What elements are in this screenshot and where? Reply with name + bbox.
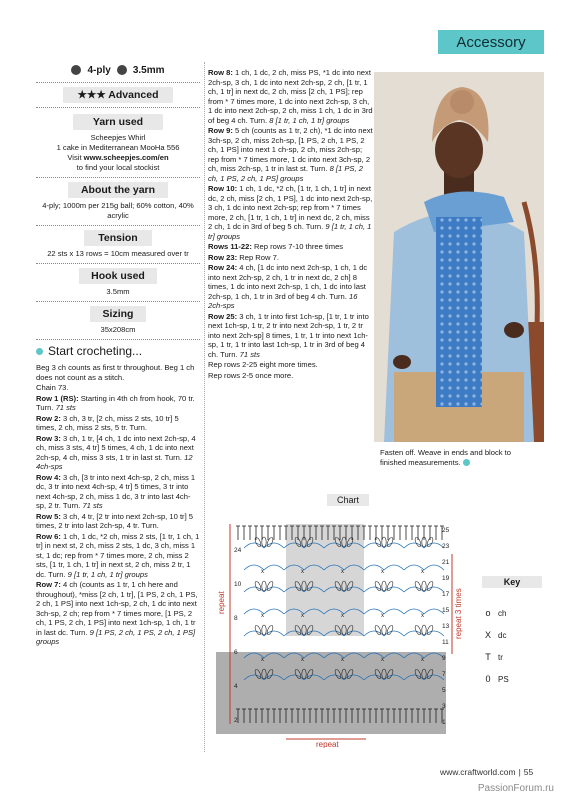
row-number-right: 9 <box>442 655 446 662</box>
fasten-off-note: Fasten off. Weave in ends and block to finished measurements. <box>380 448 512 467</box>
model-illustration <box>374 72 544 442</box>
row-number-left: 2 <box>234 717 238 724</box>
dc-mark: x <box>421 613 424 619</box>
dc-mark: x <box>301 569 304 575</box>
pattern-row: Row 2: 3 ch, 3 tr, [2 ch, miss 2 sts, 10 tr] 5 times, 2 ch, miss 2 sts, 5 tr. Turn. <box>36 413 179 432</box>
pattern-row: Row 4: 3 ch, [3 tr into next 4ch-sp, 2 ch, miss 1 dc, 3 tr into next 4ch-sp, 4 tr] 5 times, 3 tr into next 4ch-sp, 2 ch, miss 1 dc, 3 tr into last 4ch-sp, 2 tr. Turn. 71 sts <box>36 472 196 510</box>
dc-mark: x <box>341 613 344 619</box>
puff-stitch <box>254 581 262 592</box>
start-heading: Start crocheting... <box>36 344 200 358</box>
shade-block-top <box>286 524 364 636</box>
puff-stitch <box>254 537 262 548</box>
dc-mark: x <box>301 613 304 619</box>
row-number-right: 11 <box>442 639 449 646</box>
puff-stitch <box>414 537 422 548</box>
row-number-right: 25 <box>442 527 450 534</box>
pattern-row: Row 10: 1 ch, 1 dc, *2 ch, [1 tr, 1 ch, 1 tr] in next dc, 2 ch, miss [2 ch, 1 PS], 1 dc into next 2ch-sp, 3 ch, 1 dc into next 2ch-sp; rep from * 7 times more, 2 ch, [1 tr, 1 ch, 1 tr] in next dc, 2 ch, miss 2 ch, 1 dc in 3rd of beg 5 ch. Turn. 9 [1 tr, 1 ch, 1 tr] groups <box>208 184 373 241</box>
puff-stitch <box>386 625 394 636</box>
puff-stitch <box>386 537 394 548</box>
key-heading: Key <box>482 576 542 588</box>
puff-stitch <box>422 625 426 635</box>
puff-stitch <box>414 625 422 636</box>
puff-stitch <box>374 537 382 548</box>
difficulty-badge <box>63 87 173 103</box>
hook-icon <box>117 65 127 75</box>
chain-arch <box>384 609 404 614</box>
pattern-row: Rows 11-22: Rep rows 7-10 three times <box>208 242 344 251</box>
hook-value: 3.5mm <box>132 64 165 76</box>
tension-heading: Tension <box>84 230 152 246</box>
about-yarn-heading: About the yarn <box>68 182 168 198</box>
chart-key <box>482 576 542 690</box>
pattern-row: Row 3: 3 ch, 1 tr, [4 ch, 1 dc into next 2ch-sp, 4 ch, miss 3 sts, 4 tr] 5 times, 4 ch, 1 dc into next 2ch-sp, 4 ch, miss 3 sts, 1 tr in last st. Turn. 12 4ch-sps <box>36 433 196 471</box>
yarn-ball-icon <box>71 65 81 75</box>
repeat-label-right: repeat 3 times <box>454 588 463 639</box>
puff-stitch <box>266 581 274 592</box>
chain-arch <box>424 609 444 614</box>
row-number-right: 21 <box>442 559 450 566</box>
model-photo <box>374 72 544 442</box>
ply-value: 4-ply <box>87 64 111 76</box>
chain-text: Chain 73. <box>36 383 69 392</box>
intro-text: Beg 3 ch counts as first tr throughout. Beg 1 ch does not count as a stitch. <box>36 363 195 382</box>
stockist-link[interactable]: www.scheepjes.com/en <box>83 153 169 162</box>
pattern-row: Row 8: 1 ch, 1 dc, 2 ch, miss PS, *1 dc into next 2ch-sp, 3 ch, 1 dc into next 2ch-sp, 2 ch, [1 tr, 1 ch, 1 tr] in next dc, 2 ch, miss [2 ch, 1 PS]; rep from * 7 times more, 1 dc into next 2ch-sp, 3 ch, 1 dc into next 2ch-sp, 2 ch, miss 1 ch, 1 dc in 3rd of beg 4 ch. Turn. 8 [1 tr, 1 ch, 1 tr] groups <box>208 68 373 125</box>
sizing-text: 35x208cm <box>100 325 136 334</box>
divider <box>36 225 200 226</box>
puff-stitch <box>426 581 434 592</box>
row-number-right: 13 <box>442 623 450 630</box>
tension-text: 22 sts x 13 rows = 10cm measured over tr <box>47 249 189 258</box>
row-number-left: 10 <box>234 581 242 588</box>
repeat-label-bottom: repeat <box>316 740 339 748</box>
row-number-right: 7 <box>442 671 446 678</box>
pattern-row: Row 7: 4 ch (counts as 1 tr, 1 ch here and throughout), *miss [2 ch, 1 tr], [1 PS, 2 ch, 1 PS, 2 ch, 1 PS] into next 1ch-sp, 2 ch, 1 dc into next 3ch-sp, 2 ch; rep from * 7 times more, [1 PS, 2 ch, 1 PS, 2 ch, 1 PS] into next 1ch-sp, 1 ch, 1 tr in last dc. Turn. 9 [1 PS, 2 ch, 1 PS, 2 ch, 1 PS] groups <box>36 580 198 646</box>
pattern-row: Row 25: 3 ch, 1 tr into first 1ch-sp, [1 tr, 1 tr into next 1ch-sp, 1 tr, 2 tr into next 2ch-sp, 1 tr, 2 tr into next 2ch-sp] 8 times, 1 tr, 1 tr into next 1ch-sp, 1 tr, 1 tr into last 1ch-sp, 1 tr in 3rd of beg 4 ch. Turn. 71 sts <box>208 311 369 359</box>
repeat-note-2: Rep rows 2-5 once more. <box>208 370 294 380</box>
row-number-right: 3 <box>442 703 446 710</box>
pattern-row: Row 5: 3 ch, 4 tr, [2 tr into next 2ch-sp, 10 tr] 5 times, 2 tr into last 2ch-sp, 4 tr. Turn. <box>36 511 194 530</box>
stitch-chart <box>216 514 476 748</box>
yarn-colour: 1 cake in Mediterranean MooHa 556 <box>56 143 180 152</box>
dc-mark: x <box>421 569 424 575</box>
pattern-row: Row 1 (RS): Starting in 4th ch from hook, 70 tr. Turn. 71 sts <box>36 393 195 412</box>
left-column <box>36 62 200 648</box>
key-item-ch: o ch <box>482 602 542 624</box>
divider <box>36 177 200 178</box>
chain-arch <box>264 609 284 614</box>
about-yarn-text: 4-ply; 1000m per 215g ball; 60% cotton, 40% acrylic <box>42 201 194 220</box>
puff-stitch <box>266 625 274 636</box>
instructions-left <box>36 363 200 647</box>
chain-arch <box>264 565 284 570</box>
yarn-info <box>36 133 200 173</box>
dc-mark: x <box>261 613 264 619</box>
puff-stitch <box>386 581 394 592</box>
dc-mark: x <box>341 657 344 663</box>
watermark: PassionForum.ru <box>477 783 554 794</box>
hook-heading: Hook used <box>79 268 157 284</box>
puff-stitch <box>382 625 386 635</box>
repeat-note-1: Rep rows 2-25 eight more times. <box>208 360 318 369</box>
key-item-dc: X dc <box>482 624 542 646</box>
puff-stitch <box>426 537 434 548</box>
tr-symbol-icon: T <box>485 652 491 662</box>
chain-symbol-icon: o <box>485 608 491 618</box>
row-number-right: 1 <box>442 719 446 726</box>
dc-mark: x <box>381 657 384 663</box>
puff-stitch <box>254 625 262 636</box>
chain-arch <box>424 565 444 570</box>
puff-stitch <box>382 581 386 591</box>
row-number-left: 4 <box>234 683 238 690</box>
key-item-tr: T tr <box>482 646 542 668</box>
row-number-left: 8 <box>234 615 238 622</box>
row-number-right: 17 <box>442 591 450 598</box>
shade-block-left <box>216 652 286 734</box>
row-number-right: 5 <box>442 687 446 694</box>
spec-summary <box>36 62 200 78</box>
puff-stitch <box>426 625 434 636</box>
key-item-ps: 0 PS <box>482 668 542 690</box>
dc-mark: x <box>381 569 384 575</box>
section-tab: Accessory <box>438 30 544 54</box>
column-divider <box>204 62 205 752</box>
chain-arch <box>384 565 404 570</box>
bullet-icon <box>36 348 43 355</box>
dc-mark: x <box>381 613 384 619</box>
puff-stitch <box>374 625 382 636</box>
row-list-left <box>36 394 200 647</box>
pattern-row: Row 6: 1 ch, 1 dc, *2 ch, miss 2 sts, [1 tr, 1 ch, 1 tr] in next st, 2 ch, miss 2 sts, 1 dc, 3 ch, miss 1 st, 1 dc; rep from * 7 times more, 2 ch, miss 2 sts, [1 tr, 1 ch, 1 tr] in next st, 2 ch, miss 2 tr, 1 dc. Turn. 9 [1 tr, 1 ch, 1 tr] groups <box>36 531 200 579</box>
yarn-name: Scheepjes Whirl <box>90 133 146 142</box>
row-list-right <box>208 68 374 359</box>
puff-stitch <box>414 581 422 592</box>
dc-mark: x <box>261 569 264 575</box>
divider <box>36 263 200 264</box>
yarn-visit: Visit www.scheepjes.com/en <box>67 153 169 162</box>
difficulty-label: Advanced <box>108 89 159 101</box>
row-number-left: 6 <box>234 649 238 656</box>
puff-stitch <box>266 537 274 548</box>
pattern-row: Row 24: 4 ch, [1 dc into next 2ch-sp, 1 ch, 1 dc into next 2ch-sp, 2 ch, 1 tr in next dc, 2 ch] 8 times, 1 dc into next 2ch-sp, 1 ch, 1 dc into last 2ch-sp, 1 ch, 1 tr in 3rd of beg 4 ch. Turn. 16 2ch-sps <box>208 263 368 310</box>
row-number-right: 15 <box>442 607 450 614</box>
row-number-right: 19 <box>442 575 450 582</box>
row-number-right: 23 <box>442 543 450 550</box>
yarn-stockist: to find your local stockist <box>76 163 160 172</box>
difficulty-stars: ★★★ <box>77 89 106 101</box>
pattern-row: Row 23: Rep Row 7. <box>208 252 279 262</box>
divider <box>36 82 200 83</box>
divider <box>36 107 200 108</box>
pattern-row: Row 9: 5 ch (counts as 1 tr, 2 ch), *1 dc into next 3ch-sp, 2 ch, miss 2ch-sp, [1 PS, 2 ch, 1 PS, 2 ch, 1 PS] into next 1 ch-sp, 2 ch, miss 2ch-sp; rep from * 7 times more, 1 dc into next 3ch-sp, 2 ch, miss 2ch-sp, 1 tr in last st. Turn. 8 [1 PS, 2 ch, 1 PS, 2 ch, 1 PS] groups <box>208 126 373 183</box>
puff-stitch <box>262 537 266 547</box>
yarn-heading: Yarn used <box>73 114 163 130</box>
divider <box>36 339 200 340</box>
middle-column <box>208 68 374 381</box>
divider <box>36 301 200 302</box>
row-number-left: 24 <box>234 547 242 554</box>
page-number: 55 <box>523 767 534 777</box>
dc-mark: x <box>261 657 264 663</box>
puff-stitch <box>262 581 266 591</box>
repeat-label-left: repeat <box>217 591 226 614</box>
chart-heading: Chart <box>327 494 369 506</box>
dc-symbol-icon: X <box>484 630 491 640</box>
dc-mark: x <box>301 657 304 663</box>
puff-stitch <box>422 581 426 591</box>
page-footer: www.craftworld.com | 55 <box>440 767 534 777</box>
footer-url[interactable]: www.craftworld.com <box>440 767 516 777</box>
hook-text: 3.5mm <box>106 287 130 296</box>
puff-stitch <box>262 625 266 635</box>
instructions-right <box>208 68 374 380</box>
dc-mark: x <box>341 569 344 575</box>
dc-mark: x <box>421 657 424 663</box>
end-bullet-icon <box>463 459 470 466</box>
puff-stitch <box>382 537 386 547</box>
ps-symbol-icon: 0 <box>485 674 491 684</box>
sizing-heading: Sizing <box>90 306 146 322</box>
puff-stitch <box>374 581 382 592</box>
